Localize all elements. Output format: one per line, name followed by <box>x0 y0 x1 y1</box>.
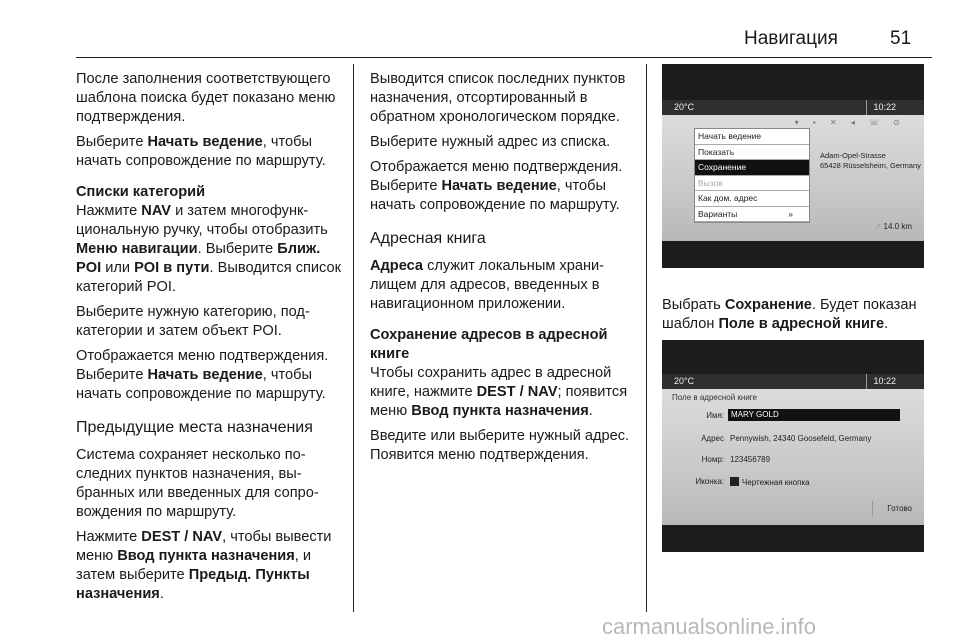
screen-body: Поле в адресной книге Имя: MARY GOLD Адрес Pennywish, 24340 Goosefeld, Germany Номр: 123456789 Иконка: Чертежная кнопка Готово <box>662 389 924 525</box>
section-heading-save-address: Сохранение адресов в адресной книге <box>370 327 608 362</box>
paragraph: Отображается меню подтверждения. Выберите Начать ведение, чтобы начать сопровождение по маршруту. <box>76 348 329 402</box>
menu-item-show[interactable]: Показать <box>695 145 809 161</box>
temperature: 20°C <box>674 102 695 112</box>
section-heading-address-book: Адресная книга <box>370 230 486 247</box>
text-column-1 <box>76 70 344 610</box>
status-bar <box>662 100 924 115</box>
name-field[interactable]: MARY GOLD <box>728 409 900 421</box>
section-heading-categories: Списки категорий <box>76 184 206 200</box>
menu-item-call: Вызов <box>695 176 809 192</box>
icon-field[interactable]: Чертежная кнопка <box>730 477 810 487</box>
column-divider-2 <box>646 64 647 612</box>
confirmation-menu <box>694 128 810 223</box>
paragraph: Адреса служит локальным хранилищем для адресов, введенных в навигационном приложении. <box>370 258 605 312</box>
paragraph: Выберите нужную категорию, подкатегории и затем объект POI. <box>76 304 310 339</box>
menu-item-options[interactable]: Варианты » <box>695 207 809 223</box>
paragraph: Выберите Начать ведение, чтобы начать сопровождение по маршруту. <box>76 134 326 169</box>
paragraph: Выберите нужный адрес из списка. <box>370 134 611 150</box>
header-rule <box>76 57 932 58</box>
paragraph: Нажмите DEST / NAV, чтобы вывести меню Ввод пункта назначения, и затем выберите Предыд. Пункты назначения. <box>76 529 332 602</box>
paragraph: Отображается меню подтверждения. Выберите Начать ведение, чтобы начать сопровождение по маршруту. <box>370 159 623 213</box>
chevron-right-icon: » <box>788 208 793 219</box>
text-column-2 <box>370 70 636 471</box>
menu-item-start-guidance[interactable]: Начать ведение <box>695 129 809 145</box>
text-column-3 <box>662 296 932 340</box>
paragraph: Выводится список последних пунктов назначения, отсортированный в обратном хронологическом порядке. <box>370 71 626 125</box>
page-header-title: Навигация <box>744 28 838 49</box>
screenshot-confirmation-menu <box>662 64 924 268</box>
distance-readout: ⇗ 14.0 km <box>874 222 912 231</box>
section-heading-previous-destinations: Предыдущие места назначения <box>76 419 313 436</box>
paragraph: Введите или выберите нужный адрес. Появится меню подтверждения. <box>370 428 630 463</box>
paragraph: Нажмите NAV и затем многофункциональную ручку, чтобы отобразить Меню навигации. Выберите Ближ. POI или POI в пути. Выводится список категорий POI. <box>76 203 342 295</box>
screen-body <box>662 115 924 241</box>
screenshot-address-book-entry <box>662 340 924 552</box>
column-divider-1 <box>353 64 354 612</box>
status-icons: ▾ ▪ ✕ ◂ ☏ ⊙ <box>794 118 906 127</box>
pushpin-icon <box>730 477 739 486</box>
done-button[interactable]: Готово <box>872 501 912 517</box>
paragraph: После заполнения соответствующего шаблона поиска будет показано меню подтверждения. <box>76 71 336 125</box>
paragraph: Чтобы сохранить адрес в адресной книге, нажмите DEST / NAV; появится меню Ввод пункта назначения. <box>370 365 628 419</box>
paragraph: Система сохраняет несколько последних пунктов назначения, выбранных или введенных для сопровождения по маршруту. <box>76 447 319 520</box>
destination-address: Adam-Opel-Strasse 65428 Rüsselsheim, Germany <box>820 151 921 170</box>
status-bar <box>662 374 924 389</box>
menu-item-save[interactable]: Сохранение <box>695 160 809 176</box>
menu-item-set-home[interactable]: Как дом. адрес <box>695 191 809 207</box>
clock: 10:22 <box>866 100 896 115</box>
watermark: carmanualsonline.info <box>602 614 817 639</box>
address-field[interactable]: Pennywish, 24340 Goosefeld, Germany <box>730 434 872 443</box>
phone-field[interactable]: 123456789 <box>730 455 771 464</box>
clock: 10:22 <box>866 374 896 389</box>
page-number: 51 <box>890 28 912 49</box>
screen-caption: Выбрать Сохранение. Будет показан шаблон Поле в адресной книге. <box>662 297 917 332</box>
temperature: 20°C <box>674 376 695 386</box>
form-title: Поле в адресной книге <box>672 393 757 402</box>
route-icon: ⇗ <box>874 222 884 231</box>
